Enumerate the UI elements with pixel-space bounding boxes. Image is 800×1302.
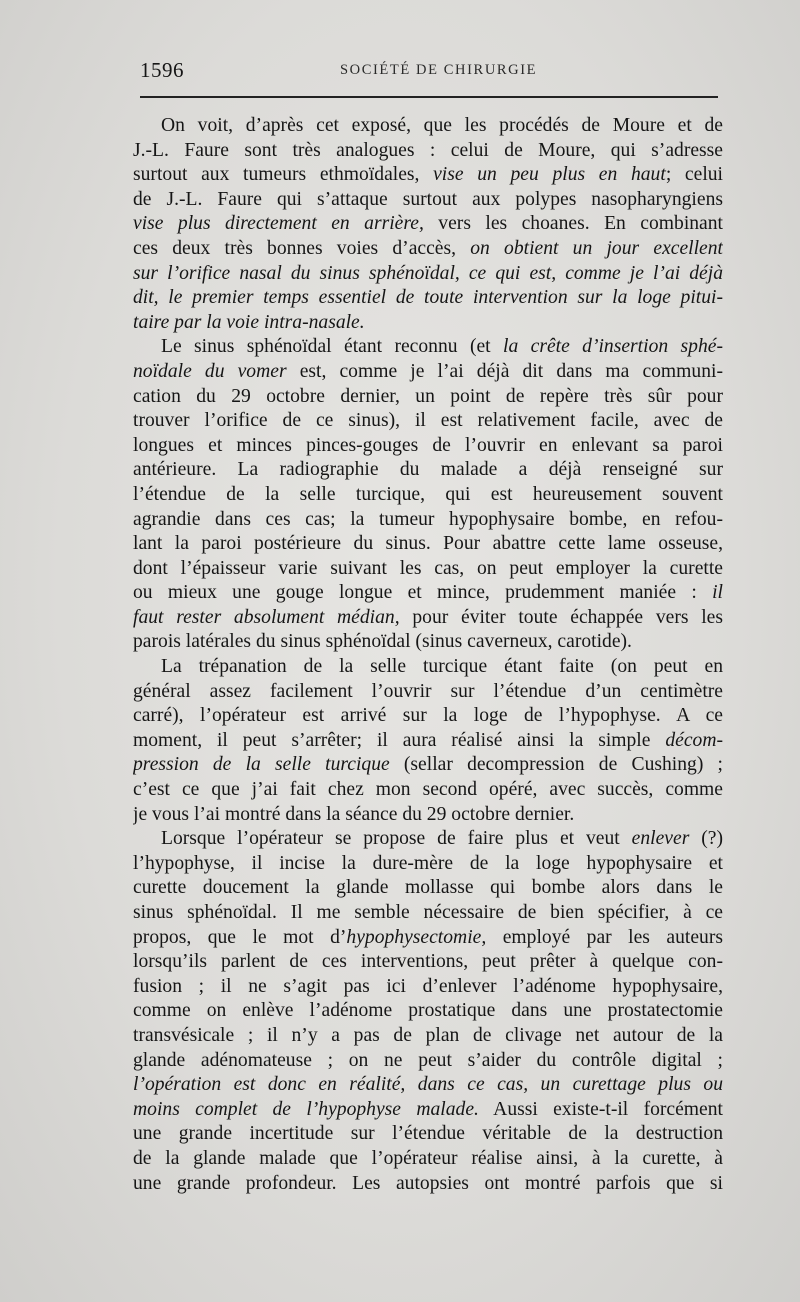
body-text: [133, 114, 723, 1196]
text-line: [133, 212, 723, 237]
text-line: [133, 139, 723, 164]
text-run: agrandie dans ces cas; la tumeur hypophysaire bombe, en refou-: [133, 508, 723, 530]
text-run: lant la paroi postérieure du sinus. Pour abattre cette lame osseuse,: [133, 533, 723, 555]
text-run: je vous l’ai montré dans la séance du 29 octobre dernier.: [133, 803, 575, 825]
text-line: [133, 360, 723, 385]
text-run: une grande incertitude sur l’étendue véritable de la destruction: [133, 1123, 723, 1145]
page-number: 1596: [140, 58, 184, 82]
text-run: cation du 29 octobre dernier, un point de repère très sûr pour: [133, 385, 723, 407]
italic-run: la crête d’insertion sphé-: [503, 336, 723, 358]
text-line: [133, 581, 723, 606]
text-run: parois latérales du sinus sphénoïdal (sinus caverneux, carotide).: [133, 631, 632, 653]
text-line: [133, 532, 723, 557]
italic-run: enlever: [631, 828, 690, 850]
text-line: [133, 655, 723, 680]
text-run: est, comme je l’ai déjà dit dans ma communi-: [286, 360, 723, 382]
italic-run: pression de la selle turcique: [133, 754, 390, 776]
text-run: (sellar decompression de Cushing) ;: [389, 754, 723, 776]
italic-run: sur l’orifice nasal du sinus sphénoïdal, ce qui est, comme je l’ai déjà: [133, 262, 723, 284]
text-line: [133, 1024, 723, 1049]
italic-run: il: [712, 582, 723, 604]
text-line: [133, 458, 723, 483]
text-run: général assez facilement l’ouvrir sur l’étendue d’un centimètre: [133, 680, 723, 702]
text-run: transvésicale ; il n’y a pas de plan de clivage net autour de la: [133, 1024, 723, 1046]
text-line: [133, 876, 723, 901]
text-run: propos, que le mot d’: [133, 926, 347, 948]
text-run: de J.-L. Faure qui s’attaque surtout aux polypes nasopharyngiens: [133, 188, 723, 210]
text-line: [133, 262, 723, 287]
italic-run: hypophysectomie,: [346, 926, 487, 948]
text-line: [133, 901, 723, 926]
text-run: J.-L. Faure sont très analogues : celui de Moure, qui s’adresse: [133, 139, 723, 161]
text-line: [133, 999, 723, 1024]
running-head: SOCIÉTÉ DE CHIRURGIE: [340, 62, 538, 78]
text-line: [133, 188, 723, 213]
text-run: La trépanation de la selle turcique étant faite (on peut en: [161, 656, 723, 678]
text-line: [133, 803, 723, 828]
text-run: l’hypophyse, il incise la dure-mère de la loge hypophysaire et: [133, 852, 723, 874]
text-line: [133, 950, 723, 975]
text-line: [133, 1098, 723, 1123]
text-line: [133, 630, 723, 655]
text-run: ces deux très bonnes voies d’accès,: [133, 237, 471, 259]
text-line: [133, 483, 723, 508]
text-run: carré), l’opérateur est arrivé sur la loge de l’hypophyse. A ce: [133, 705, 723, 727]
text-line: [133, 1172, 723, 1197]
text-line: [133, 778, 723, 803]
text-line: [133, 335, 723, 360]
text-line: [133, 680, 723, 705]
italic-run: faut rester absolument médian,: [133, 606, 400, 628]
text-run: dont l’épaisseur varie suivant les cas, on peut employer la curette: [133, 557, 723, 579]
text-run: vers les choanes. En combinant: [423, 213, 723, 235]
text-run: ; celui: [665, 164, 723, 186]
text-line: [133, 114, 723, 139]
text-line: [133, 1122, 723, 1147]
text-run: ou mieux une gouge longue et mince, prudemment maniée :: [133, 582, 713, 604]
text-line: [133, 1073, 723, 1098]
text-run: moment, il peut s’arrêter; il aura réalisé ainsi la simple: [133, 729, 666, 751]
text-line: [133, 852, 723, 877]
italic-run: vise plus directement en arrière,: [133, 213, 424, 235]
text-line: [133, 606, 723, 631]
text-line: [133, 827, 723, 852]
text-line: [133, 385, 723, 410]
text-run: trouver l’orifice de ce sinus), il est relativement facile, avec de: [133, 410, 723, 432]
text-line: [133, 508, 723, 533]
text-run: antérieure. La radiographie du malade a déjà renseigné sur: [133, 459, 723, 481]
text-run: de la glande malade que l’opérateur réalise ainsi, à la curette, à: [133, 1147, 723, 1169]
italic-run: dit, le premier temps essentiel de toute intervention sur la loge pitui-: [133, 287, 723, 309]
text-run: pour éviter toute échappée vers les: [399, 606, 723, 628]
text-run: comme on enlève l’adénome prostatique dans une prostatectomie: [133, 1000, 723, 1022]
text-line: [133, 286, 723, 311]
text-line: [133, 926, 723, 951]
text-run: glande adénomateuse ; on ne peut s’aider du contrôle digital ;: [133, 1049, 723, 1071]
italic-run: noïdale du vomer: [133, 360, 287, 382]
text-line: [133, 311, 723, 336]
text-line: [133, 409, 723, 434]
text-run: une grande profondeur. Les autopsies ont montré parfois que si: [133, 1172, 723, 1194]
text-run: Lorsque l’opérateur se propose de faire plus et veut: [161, 828, 632, 850]
italic-run: décom-: [665, 729, 723, 751]
text-run: longues et minces pinces-gouges de l’ouvrir en enlevant sa paroi: [133, 434, 723, 456]
header-rule: [140, 96, 718, 98]
text-line: [133, 434, 723, 459]
text-line: [133, 753, 723, 778]
text-run: surtout aux tumeurs ethmoïdales,: [133, 164, 434, 186]
text-run: lorsqu’ils parlent de ces interventions, peut prêter à quelque con-: [133, 951, 723, 973]
text-run: curette doucement la glande mollasse qui bombe alors dans le: [133, 877, 723, 899]
text-line: [133, 1049, 723, 1074]
italic-run: taire par la voie intra-nasale.: [133, 311, 365, 333]
italic-run: vise un peu plus en haut: [433, 164, 666, 186]
text-run: Le sinus sphénoïdal étant reconnu (et: [161, 336, 503, 358]
text-run: Aussi existe-t-il forcément: [478, 1098, 723, 1120]
text-line: [133, 237, 723, 262]
text-run: c’est ce que j’ai fait chez mon second opéré, avec succès, comme: [133, 779, 723, 801]
text-line: [133, 163, 723, 188]
text-run: employé par les auteurs: [486, 926, 723, 948]
italic-run: moins complet de l’hypophyse malade.: [133, 1098, 479, 1120]
text-run: fusion ; il ne s’agit pas ici d’enlever l’adénome hypophysaire,: [133, 975, 723, 997]
text-line: [133, 729, 723, 754]
text-line: [133, 704, 723, 729]
text-line: [133, 975, 723, 1000]
text-run: On voit, d’après cet exposé, que les procédés de Moure et de: [161, 115, 723, 136]
italic-run: l’opération est donc en réalité, dans ce cas, un curettage plus ou: [133, 1074, 723, 1096]
page-header: [140, 58, 718, 86]
text-run: (?): [689, 828, 723, 850]
text-run: l’étendue de la selle turcique, qui est heureusement souvent: [133, 483, 723, 505]
text-line: [133, 557, 723, 582]
italic-run: on obtient un jour excellent: [470, 237, 723, 259]
text-line: [133, 1147, 723, 1172]
text-run: sinus sphénoïdal. Il me semble nécessaire de bien spécifier, à ce: [133, 902, 723, 923]
